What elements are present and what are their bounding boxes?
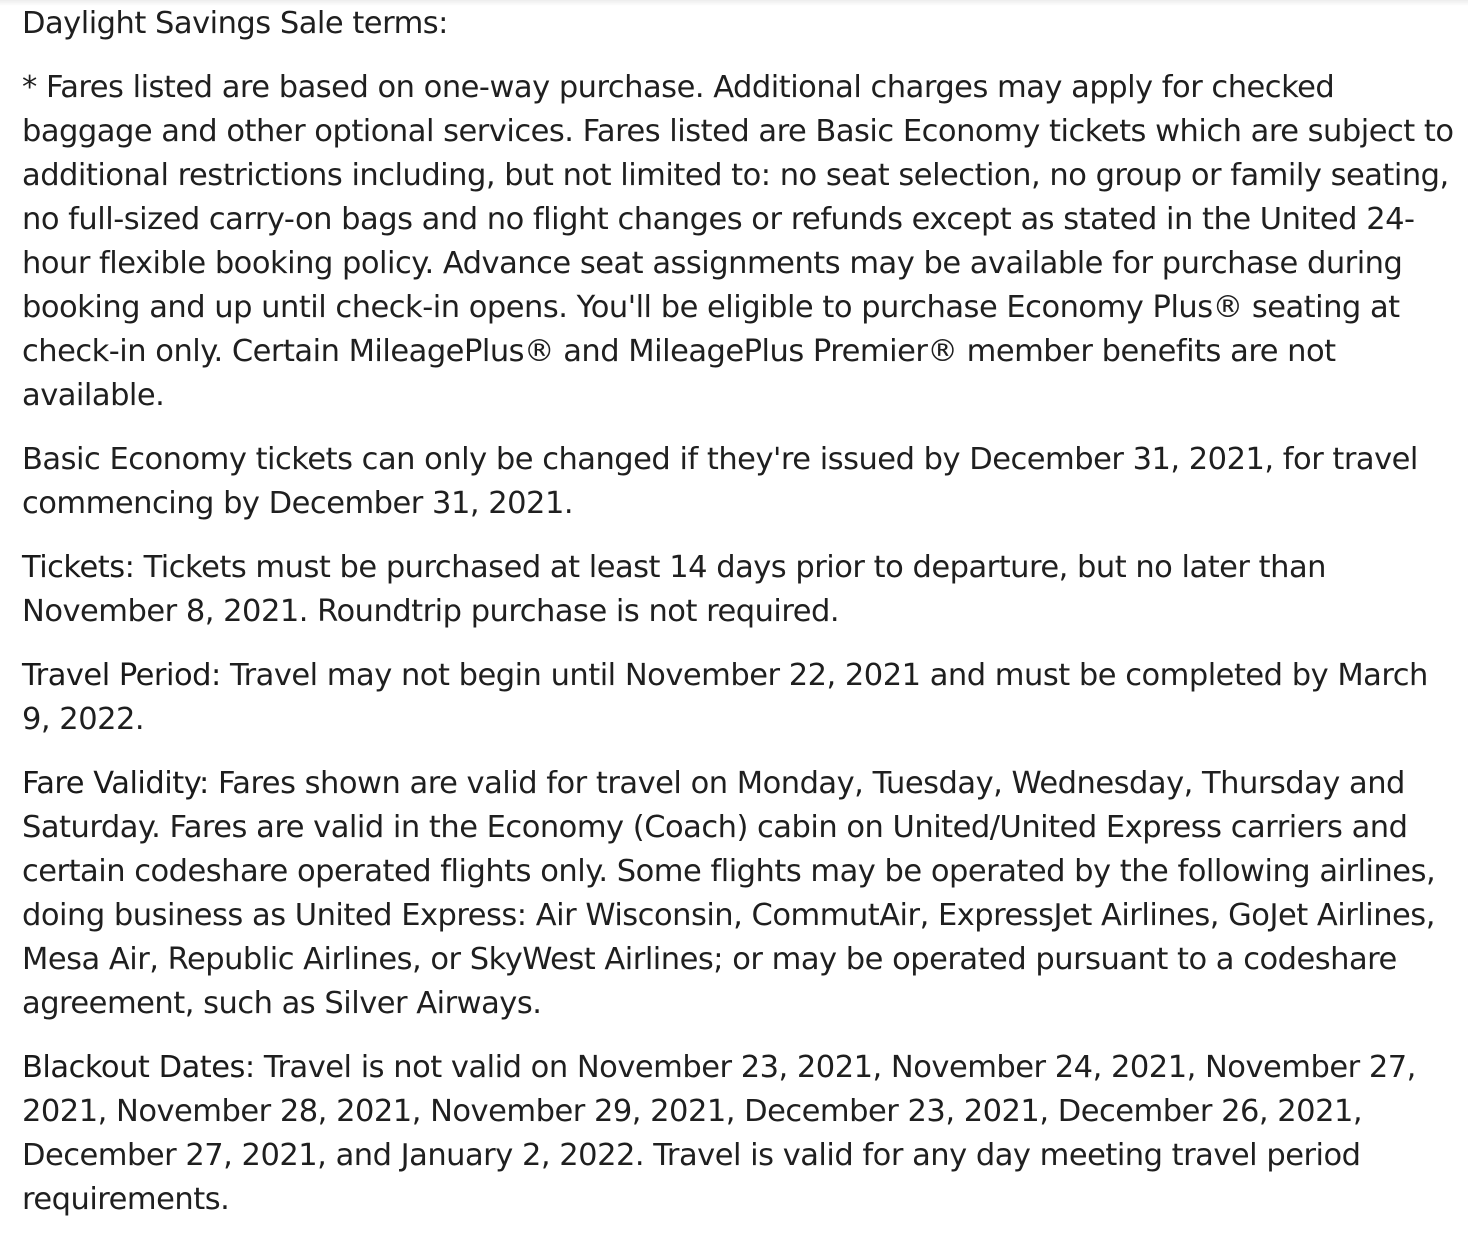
blackout-dates-paragraph	[22, 1046, 1454, 1222]
travel-period-paragraph	[22, 654, 1454, 742]
terms-heading: Daylight Savings Sale terms:	[22, 6, 448, 41]
fares-paragraph: * Fares listed are based on one-way purchase. Additional charges may apply for checked baggage and other optional services. Fares listed are Basic Economy tickets which are subject to additional restrictions including, but not limited to: no seat selection, no group or family seating, no full-sized carry-on bags and no flight changes or refunds except as stated in the United 24-hour flexible booking policy. Advance seat assignments may be available for purchase during booking and up until check-in opens. You'll be eligible to purchase Economy Plus® seating at check-in only. Certain MileagePlus® and MileagePlus Premier® member benefits are not available.	[22, 70, 1454, 413]
fare-validity-paragraph	[22, 762, 1454, 1026]
fare-validity-label: Fare Validity:	[22, 766, 209, 801]
tickets-label: Tickets:	[22, 550, 135, 585]
sale-terms	[22, 0, 1454, 1242]
fare-validity-text: Fares shown are valid for travel on Monday, Tuesday, Wednesday, Thursday and Saturday. Fares are valid in the Economy (Coach) cabin on United/United Express carriers and certain codeshare operated flights only. Some flights may be operated by the following airlines, doing business as United Express: Air Wisconsin, CommutAir, ExpressJet Airlines, GoJet Airlines, Mesa Air, Republic Airlines, or SkyWest Airlines; or may be operated pursuant to a codeshare agreement, such as Silver Airways.	[22, 766, 1436, 1021]
tickets-paragraph	[22, 546, 1454, 634]
blackout-dates-text: Travel is not valid on November 23, 2021, November 24, 2021, November 27, 2021, November 28, 2021, November 29, 2021, December 23, 2021, December 26, 2021, December 27, 2021, and January 2, 2022. Travel is valid for any day meeting travel period requirements.	[22, 1050, 1416, 1217]
travel-period-text: Travel may not begin until November 22, 2021 and must be completed by March 9, 2022.	[22, 658, 1428, 737]
blackout-dates-label: Blackout Dates:	[22, 1050, 255, 1085]
basic-economy-paragraph: Basic Economy tickets can only be changed if they're issued by December 31, 2021, for travel commencing by December 31, 2021.	[22, 442, 1418, 521]
tickets-text: Tickets must be purchased at least 14 days prior to departure, but no later than November 8, 2021. Roundtrip purchase is not required.	[22, 550, 1326, 629]
travel-period-label: Travel Period:	[22, 658, 221, 693]
